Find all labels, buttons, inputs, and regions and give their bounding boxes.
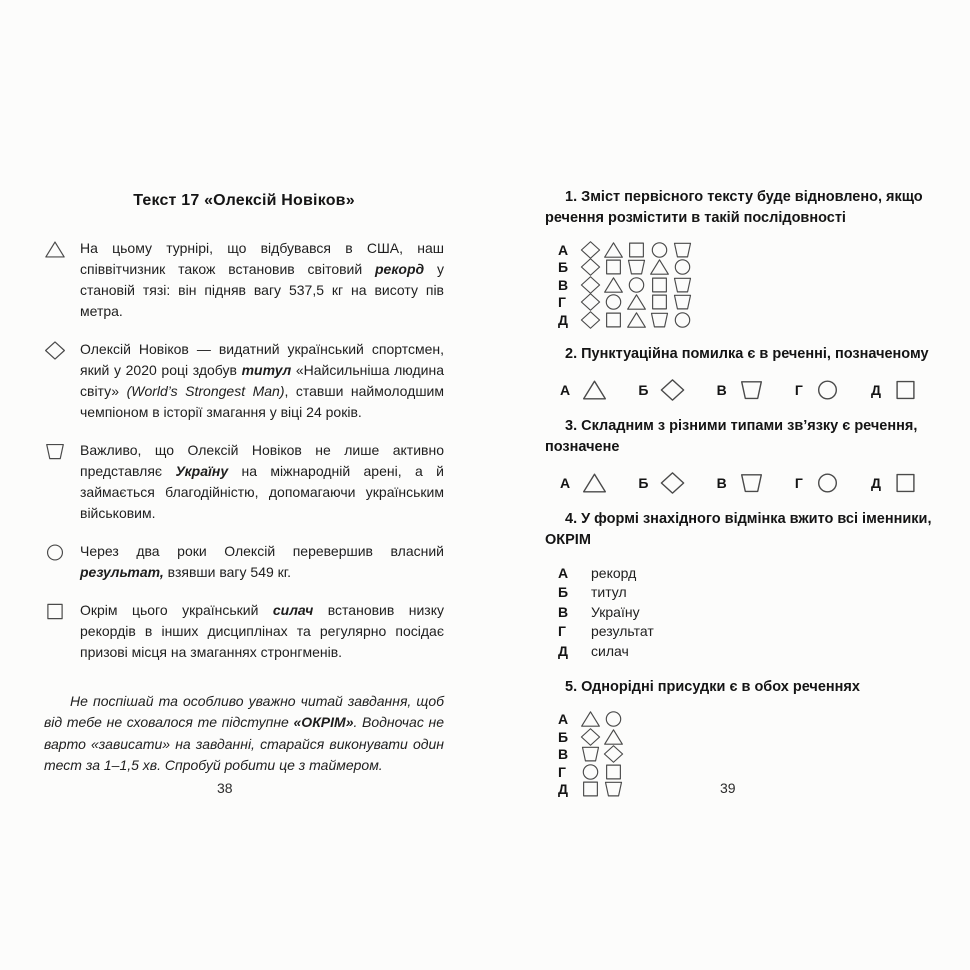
triangle-icon [602,728,625,746]
question-5 [545,677,947,798]
option-shape-sequence [579,276,694,294]
option-label: А [558,241,569,258]
triangle-icon [625,311,648,329]
answer-option [638,379,686,401]
option-text: рекорд [591,564,637,581]
option-shape-sequence [579,258,694,276]
diamond-icon [579,293,602,311]
triangle-icon [44,240,66,259]
text-segment: «Найсильніша людина світу» [80,362,445,399]
square-icon [44,602,66,621]
diamond-icon [579,276,602,294]
text-paragraph [44,339,444,423]
diamond-marker [44,339,80,423]
diamond-icon [579,241,602,259]
answer-option [795,472,841,494]
option-shape-sequence [579,745,625,763]
trapezoid-icon [671,276,694,294]
paragraph-text [80,238,444,322]
answer-option [558,259,947,277]
trapezoid-icon [648,311,671,329]
circle-icon [44,543,66,562]
trapezoid-icon [44,442,66,461]
question-1 [545,187,947,329]
question-3-heading: 3. Складним з різними типами зв’язку є речення, позначене [545,418,918,455]
circle-icon [814,472,841,494]
option-text: титул [591,584,627,601]
text-segment: Окрім цього український [80,602,273,618]
option-shape [581,472,608,494]
question-5-options [558,711,947,799]
option-label: А [560,475,571,492]
circle-icon [648,241,671,259]
option-label: Б [558,728,569,745]
question-4-heading: 4. У формі знахідного відмінка вжито всі іменники, ОКРІМ [545,511,932,548]
answer-option [558,643,947,663]
circle-icon [671,258,694,276]
text-segment: На цьому турнірі, що відбувався в США, наш співвітчизник також встановив світовий [80,240,444,277]
triangle-icon [625,293,648,311]
text-segment: Через два роки Олексій перевершив власний [80,543,444,559]
text-segment: Олексій Новіков — видатний український спортсмен, який у 2020 році здобув [80,341,444,378]
answer-option [558,781,947,799]
text-segment: встановив низку рекордів в інших дисциплінах та регулярно посідає призові місця на змаганнях стронгменів. [80,602,444,660]
diamond-icon [44,341,66,360]
triangle-icon [581,472,608,494]
square-icon [579,780,602,798]
option-text: силач [591,642,629,659]
triangle-icon [581,379,608,401]
option-label: Д [871,475,881,492]
answer-option [638,472,686,494]
text-segment: , ставши наймолодшим чемпіоном в історії змагання у віці 24 років. [80,383,445,420]
option-label: В [716,382,727,399]
trapezoid-icon [671,293,694,311]
answer-option [871,472,919,494]
question-4-options [558,565,947,663]
square-icon [602,763,625,781]
text-paragraph [44,440,444,524]
option-shape [659,379,686,401]
square-icon [602,311,625,329]
text-segment: Україну [175,463,229,479]
question-1-options [558,241,947,329]
answer-option [558,746,947,764]
diamond-icon [659,379,686,401]
triangle-icon [602,241,625,259]
paragraph-text [80,339,444,423]
answer-option [558,241,947,259]
text-segment: у становій тязі: він підняв вагу 537,5 кг на висоту пів метра. [80,261,444,319]
option-label: Д [558,642,568,659]
option-label: Д [558,781,568,798]
text-segment: . Водночас не варто «зависати» на завданні, старайся виконувати один тест за 1–1,5 хв. Спробуй робити це з таймером. [44,714,444,773]
text-segment: взявши вагу 549 кг. [163,564,292,580]
text-paragraph [44,238,444,322]
option-label: В [558,746,569,763]
triangle-icon [579,710,602,728]
option-shape-sequence [579,780,625,798]
circle-icon [602,293,625,311]
left-page [44,192,444,776]
page-title: Текст 17 «Олексій Новіков» [133,192,355,209]
option-shape [659,472,686,494]
text-paragraph [44,541,444,583]
answer-option [558,763,947,781]
option-shape [814,472,841,494]
circle-icon [579,763,602,781]
trapezoid-icon [738,472,765,494]
answer-option [558,623,947,643]
text-segment: результат, [80,564,164,580]
option-label: Д [871,382,881,399]
text-segment: на міжнародній арені, а й займається благодійністю, допомагаючи українським військовим. [80,463,444,521]
option-label: Б [638,382,649,399]
circle-icon [671,311,694,329]
option-shape [581,379,608,401]
answer-option [558,711,947,729]
diamond-icon [579,258,602,276]
answer-option [717,472,765,494]
option-label: В [716,475,727,492]
answer-option [558,311,947,329]
square-icon [602,258,625,276]
circle-icon [602,710,625,728]
option-shape-sequence [579,293,694,311]
text-segment: (World’s Strongest Man) [126,383,285,399]
option-shape [738,472,765,494]
question-5-heading: 5. Однорідні присудки є в обох реченнях [565,679,860,696]
question-2 [545,344,947,402]
option-label: Д [558,311,568,328]
option-label: Г [558,623,566,640]
question-3-options [560,472,919,494]
square-icon [892,379,919,401]
advice-note [44,691,444,776]
square-icon [648,276,671,294]
trapezoid-icon [671,241,694,259]
option-shape-sequence [579,710,625,728]
text-paragraph [44,600,444,663]
option-label: Г [794,382,803,399]
option-label: Б [558,584,569,601]
question-2-heading: 2. Пунктуаційна помилка є в реченні, позначеному [565,345,929,362]
option-text: Україну [591,603,640,620]
square-icon [625,241,648,259]
circle-icon [814,379,841,401]
option-label: А [558,564,569,581]
square-icon [892,472,919,494]
answer-option [871,379,919,401]
text-segment: титул [241,362,292,378]
text-segment: «ОКРІМ» [293,714,354,731]
question-3 [545,416,947,494]
trapezoid-icon [579,745,602,763]
option-shape-sequence [579,763,625,781]
option-shape-sequence [579,311,694,329]
answer-option [558,565,947,585]
option-label: Г [558,294,566,311]
option-label: Г [558,763,566,780]
answer-option [795,379,841,401]
text-segment: Не поспішай та особливо уважно читай завдання, щоб від тебе не сховалося те підступне [44,693,444,731]
option-label: Г [794,475,803,492]
diamond-icon [579,311,602,329]
diamond-icon [659,472,686,494]
option-label: А [560,382,571,399]
triangle-icon [648,258,671,276]
answer-option [558,294,947,312]
diamond-icon [602,745,625,763]
circle-marker [44,541,80,583]
option-shape-sequence [579,241,694,259]
trapezoid-marker [44,440,80,524]
answer-option [717,379,765,401]
diamond-icon [579,728,602,746]
square-marker [44,600,80,663]
option-shape [814,379,841,401]
question-1-heading: 1. Зміст первісного тексту буде відновлено, якщо речення розмістити в такій послідовності [545,189,923,226]
text-segment: силач [272,602,314,618]
triangle-marker [44,238,80,322]
triangle-icon [602,276,625,294]
text-segment: Важливо, що Олексій Новіков не лише активно представляє [80,442,444,479]
answer-option [560,472,608,494]
option-label: В [558,276,569,293]
text-segment: рекорд [375,261,425,277]
page-number-right: 39 [720,780,736,796]
answer-option [558,728,947,746]
answer-option [560,379,608,401]
page-number-left: 38 [217,780,233,796]
option-label: Б [638,475,649,492]
option-shape [738,379,765,401]
circle-icon [625,276,648,294]
option-shape-sequence [579,728,625,746]
option-label: В [558,603,569,620]
option-text: результат [591,623,654,640]
paragraph-text [80,541,444,583]
question-4 [545,509,947,662]
option-shape [892,472,919,494]
question-2-options [560,379,919,401]
square-icon [648,293,671,311]
option-label: А [558,711,569,728]
trapezoid-icon [625,258,648,276]
answer-option [558,276,947,294]
answer-option [558,584,947,604]
trapezoid-icon [602,780,625,798]
option-label: Б [558,259,569,276]
trapezoid-icon [738,379,765,401]
answer-option [558,604,947,624]
right-page [545,187,947,813]
paragraph-text [80,600,444,663]
option-shape [892,379,919,401]
paragraph-text [80,440,444,524]
